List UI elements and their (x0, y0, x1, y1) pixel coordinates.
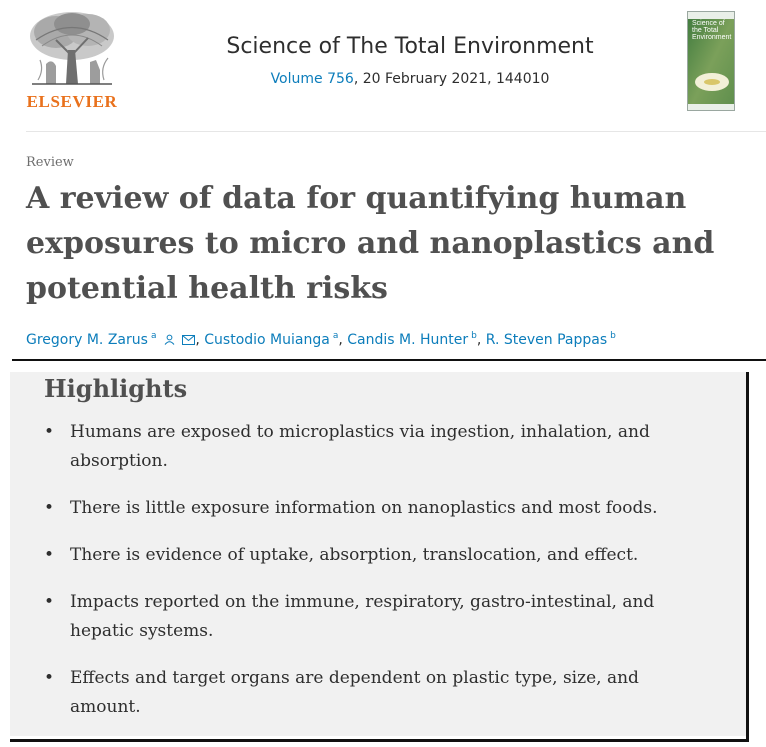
bullet-icon: • (44, 422, 55, 442)
author-affiliation: a (332, 331, 339, 341)
bullet-icon: • (44, 668, 55, 688)
highlight-item (44, 418, 704, 476)
journal-header (150, 34, 670, 87)
elsevier-logo[interactable] (26, 10, 118, 114)
highlights-heading: Highlights (44, 374, 188, 403)
issue-info: , 20 February 2021, 144010 (353, 71, 550, 87)
author-affiliation: b (471, 331, 477, 341)
highlight-text: There is little exposure information on nanoplastics and most foods. (70, 498, 658, 518)
bullet-icon: • (44, 498, 55, 518)
highlight-item (44, 588, 704, 646)
elsevier-wordmark: ELSEVIER (26, 92, 118, 111)
highlight-item (44, 664, 704, 722)
highlight-text: Impacts reported on the immune, respiratory, gastro-intestinal, and hepatic systems. (70, 592, 655, 641)
person-icon[interactable] (164, 333, 175, 349)
elsevier-tree-icon (26, 10, 118, 92)
author-affiliation: b (610, 331, 616, 341)
highlights-box-edge (746, 372, 749, 742)
section-rule (12, 359, 766, 361)
author-link[interactable]: Gregory M. Zarus (26, 332, 148, 348)
journal-title[interactable]: Science of The Total Environment (226, 34, 594, 59)
volume-link[interactable]: Volume 756 (270, 71, 354, 87)
author-affiliation: a (150, 331, 157, 341)
highlight-text: There is evidence of uptake, absorption, translocation, and effect. (70, 545, 639, 565)
highlight-item (44, 494, 704, 523)
article-title: A review of data for quantifying human exposures to micro and nanoplastics and potential health risks (26, 181, 715, 306)
cover-title: Science of the Total Environment (692, 20, 732, 41)
author-link[interactable]: R. Steven Pappas (485, 332, 608, 348)
highlight-text: Effects and target organs are dependent on plastic type, size, and amount. (70, 668, 639, 717)
journal-meta (150, 71, 670, 87)
envelope-icon[interactable] (182, 333, 195, 349)
header-divider (26, 131, 766, 132)
highlight-text: Humans are exposed to microplastics via ingestion, inhalation, and absorption. (70, 422, 650, 471)
journal-cover[interactable] (687, 11, 735, 111)
bullet-icon: • (44, 592, 55, 612)
article-type: Review (26, 155, 74, 170)
author-link[interactable]: Custodio Muianga (204, 332, 330, 348)
highlights-list (44, 418, 704, 740)
highlight-item (44, 541, 704, 570)
author-list: Gregory M. Zarus $^a$ , Custodio Muianga $^a$, Candis M. Hunter $^b$, R. Steven Pappas $^b$ (26, 331, 616, 348)
bullet-icon: • (44, 545, 55, 565)
author-link[interactable]: Candis M. Hunter (347, 332, 469, 348)
